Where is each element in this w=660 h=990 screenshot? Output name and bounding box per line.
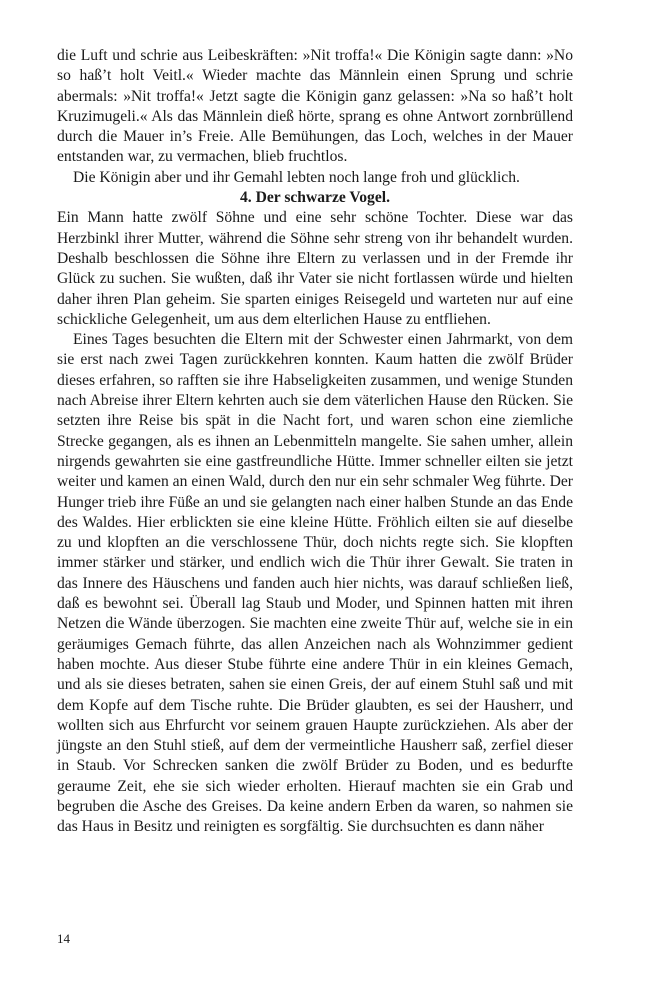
paragraph-ending: Die Königin aber und ihr Gemahl lebten noch lange froh und glücklich. xyxy=(73,168,520,186)
page-body xyxy=(57,46,573,838)
paragraph-opening: Ein Mann hatte zwölf Söhne und eine sehr schöne Tochter. Diese war das Herzbinkl ihrer Mutter, während die Söhne sehr streng von ihr behandelt wurden. Deshalb beschlossen die Söhne ihre Eltern zu verlassen und in der Fremde ihr Glück zu suchen. Sie wußten, daß ihr Vater sie nicht fortlassen würde und hielten daher ihren Plan geheim. Sie sparten einiges Reisegeld und warteten nur auf eine schickliche Gelegenheit, um aus dem elterlichen Hause zu entfliehen. xyxy=(57,209,573,328)
paragraph-main: Eines Tages besuchten die Eltern mit der Schwester einen Jahrmarkt, von dem sie erst nach zwei Tagen zurückkehren konnten. Kaum hatten die zwölf Brüder dieses erfahren, so rafften sie ihre Habseligkeiten zusammen, und wenige Stunden nach Abreise ihrer Eltern kehrten auch sie dem väterlichen Hause den Rücken. Sie setzten ihre Reise bis spät in die Nacht fort, und waren schon eine ziemliche Strecke gegangen, als es ihnen an Lebenmitteln mangelte. Sie sahen umher, allein nirgends gewahrten sie eine gastfreundliche Hütte. Immer schneller eilten sie jetzt weiter und kamen an einen Wald, durch den nur ein sehr schmaler Weg führte. Der Hunger trieb ihre Füße an und sie gelangten nach einer halben Stunde an das Ende des Waldes. Hier erblickten sie eine kleine Hütte. Fröhlich eilten sie auf dieselbe zu und klopften an die verschlossene Thür, doch nichts regte sich. Sie klopften immer stärker und stärker, und endlich wich die Thür ihrer Gewalt. Sie traten in das Innere des Häuschens und fanden auch hier nichts, was darauf schließen ließ, daß es bewohnt sei. Überall lag Staub und Moder, und Spinnen hatten mit ihren Netzen die Wände überzogen. Sie machten eine zweite Thür auf, welche sie in ein geräumiges Gemach führte, das allen Anzeichen nach als Wohnzimmer gedient haben mochte. Aus dieser Stube führte eine andere Thür in ein kleines Gemach, und als sie dieses betraten, sahen sie einen Greis, der auf einem Stuhl saß und mit dem Kopfe auf dem Tische ruhte. Die Brüder glaubten, es sei der Hausherr, und wollten sich aus Ehrfurcht vor seinem grauen Haupte zurückziehen. Als aber der jüngste an den Stuhl stieß, auf dem der vermeintliche Hausherr saß, zerfiel dieser in Staub. Vor Schrecken sanken die zwölf Brüder zu Boden, und es bedurfte geraume Zeit, ehe sie sich wieder erholten. Hierauf machten sie ein Grab und begruben die Asche des Greises. Da keine andern Erben da waren, so nahmen sie das Haus in Besitz und reinigten es sorgfältig. Sie durchsuchten es dann näher xyxy=(57,331,573,836)
page-number: 14 xyxy=(57,931,70,946)
chapter-heading: 4. Der schwarze Vogel. xyxy=(240,189,390,207)
paragraph-continuation: die Luft und schrie aus Leibeskräften: »Nit troffa!« Die Königin sagte dann: »No so haß’t holt Veitl.« Wieder machte das Männlein einen Sprung und schrie abermals: »Nit troffa!« Jetzt sagte die Königin ganz gelassen: »Na so haß’t holt Kruzimugeli.« Als das Männlein dieß hörte, sprang es ohne Antwort zornbrüllend durch die Mauer in’s Freie. Alle Bemühungen, das Loch, welches in der Mauer entstanden war, zu vermachen, blieb fruchtlos. xyxy=(57,47,573,166)
